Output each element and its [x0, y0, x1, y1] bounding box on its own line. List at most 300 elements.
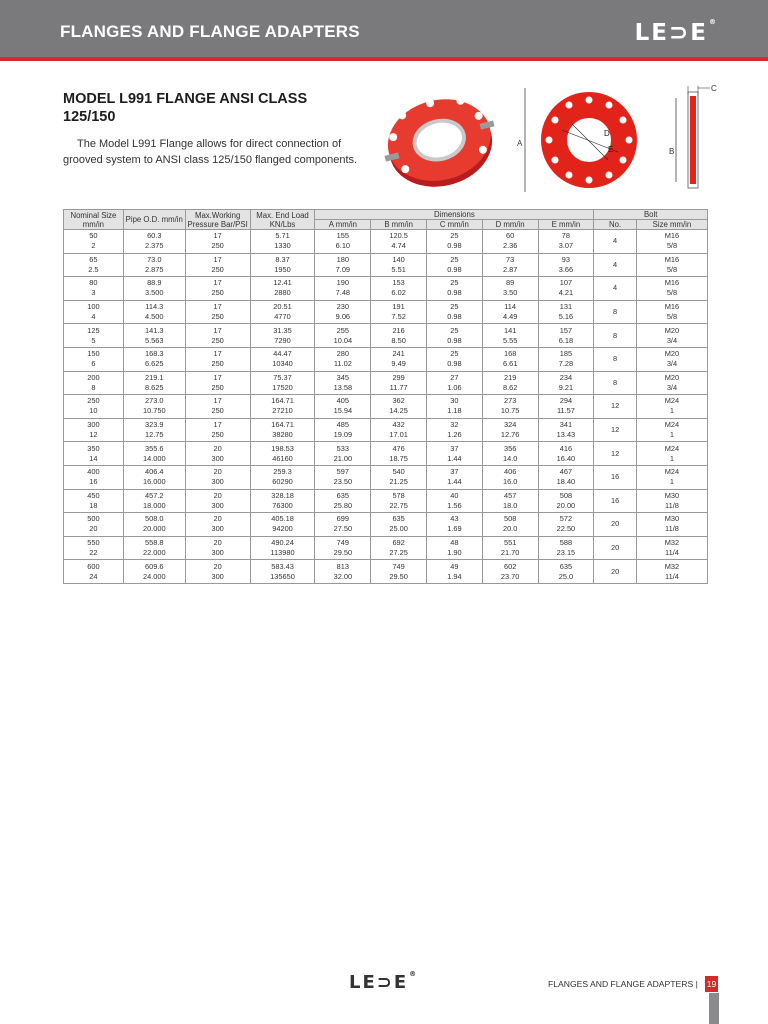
cell-line: 11/8	[665, 500, 679, 510]
cell-e	[538, 371, 594, 395]
cell-d	[482, 536, 538, 560]
cell-size	[636, 418, 707, 442]
cell-e	[538, 347, 594, 371]
cell-line: 25.00	[389, 524, 408, 534]
cell-line: 432	[392, 420, 405, 430]
cell-line: 3.66	[558, 264, 574, 274]
cell-size	[636, 277, 707, 301]
cell-line: 6.61	[502, 359, 518, 369]
cell-line: 12.76	[500, 430, 520, 440]
cell-line: 114	[504, 302, 517, 312]
col-header-b: B mm/in	[371, 220, 427, 230]
cell-line: 32	[450, 420, 459, 430]
cell-od	[123, 347, 185, 371]
cell-line: 1.90	[447, 548, 462, 558]
cell-line: 114.3	[145, 302, 164, 312]
cell-od	[123, 300, 185, 324]
cell-nominal	[64, 324, 124, 348]
cell-a	[315, 465, 371, 489]
cell-load	[250, 395, 315, 419]
cell-line: 250	[211, 382, 224, 392]
cell-line: M16	[664, 254, 680, 264]
table-row	[64, 395, 708, 419]
cell-line: 1	[669, 430, 675, 440]
cell-line: 75.37	[273, 372, 292, 382]
cell-line: 17	[213, 325, 222, 335]
cell-line: 540	[392, 467, 405, 477]
cell-line: 5.55	[502, 335, 518, 345]
cell-load	[250, 253, 315, 277]
cell-od	[123, 489, 185, 513]
cell-line: 749	[336, 538, 350, 548]
cell-no: 16	[594, 489, 637, 513]
cell-line: 3.500	[145, 288, 164, 298]
cell-line: M20	[664, 372, 680, 382]
cell-line: 9.06	[335, 312, 351, 322]
cell-line: 25.0	[558, 571, 574, 581]
cell-line: 1.44	[447, 477, 462, 487]
cell-od	[123, 395, 185, 419]
cell-line: 8.50	[391, 335, 406, 345]
cell-line: 16.40	[556, 453, 576, 463]
cell-line: 40	[450, 490, 459, 500]
cell-line: 7.28	[558, 359, 574, 369]
cell-line: 38280	[272, 430, 293, 440]
cell-od	[123, 465, 185, 489]
cell-line: 20.51	[273, 302, 292, 312]
cell-line: 490.24	[271, 538, 294, 548]
cell-d	[482, 395, 538, 419]
cell-c	[427, 253, 483, 277]
cell-line: 300	[211, 477, 224, 487]
cell-line: 25	[450, 278, 459, 288]
cell-line: 20	[213, 561, 222, 571]
cell-a	[315, 536, 371, 560]
cell-line: 14.000	[142, 453, 166, 463]
cell-line: 11.57	[556, 406, 575, 416]
cell-line: 17	[213, 278, 222, 288]
cell-line: 635	[336, 490, 350, 500]
cell-od	[123, 536, 185, 560]
cell-e	[538, 324, 594, 348]
cell-line: 500	[87, 514, 100, 524]
cell-line: 300	[211, 453, 224, 463]
cell-line: 16.000	[142, 477, 166, 487]
cell-pressure	[185, 277, 250, 301]
cell-line: 37	[450, 443, 459, 453]
cell-line: 17	[213, 231, 222, 241]
cell-line: 17	[213, 372, 222, 382]
cell-line: 0.98	[447, 312, 462, 322]
cell-load	[250, 442, 315, 466]
cell-line: 76300	[272, 500, 293, 510]
cell-b	[371, 465, 427, 489]
cell-load	[250, 371, 315, 395]
cell-a	[315, 371, 371, 395]
cell-line: 10	[89, 406, 98, 416]
cell-line: 2.5	[88, 264, 99, 274]
cell-size	[636, 465, 707, 489]
cell-line: 44.47	[273, 349, 292, 359]
cell-e	[538, 230, 594, 254]
cell-line: 341	[559, 420, 573, 430]
cell-nominal	[64, 442, 124, 466]
cell-line: 150	[87, 349, 100, 359]
cell-line: 324	[503, 420, 517, 430]
cell-line: 635	[559, 561, 573, 571]
cell-b	[371, 395, 427, 419]
cell-b	[371, 489, 427, 513]
cell-line: 1.44	[447, 453, 462, 463]
cell-line: 17	[213, 396, 222, 406]
cell-line: 49	[450, 561, 459, 571]
cell-line: 7290	[274, 335, 291, 345]
cell-line: 43	[450, 514, 459, 524]
cell-d	[482, 442, 538, 466]
footer-logo	[349, 972, 416, 993]
cell-line: 241	[392, 349, 405, 359]
cell-line: 699	[336, 514, 350, 524]
cell-line: M32	[664, 561, 680, 571]
table-row	[64, 253, 708, 277]
cell-line: 328.18	[271, 490, 294, 500]
cell-b	[371, 371, 427, 395]
cell-line: M24	[664, 443, 680, 453]
cell-line: 597	[336, 467, 350, 477]
cell-line: 5/8	[666, 241, 678, 251]
cell-size	[636, 442, 707, 466]
cell-line: 60	[506, 231, 515, 241]
cell-c	[427, 324, 483, 348]
col-header-load: Max. End Load KN/Lbs	[250, 210, 315, 230]
cell-line: 2880	[274, 288, 291, 298]
cell-c	[427, 300, 483, 324]
cell-line: 1	[669, 406, 675, 416]
cell-size	[636, 300, 707, 324]
cell-line: 600	[87, 561, 100, 571]
cell-c	[427, 347, 483, 371]
cell-od	[123, 371, 185, 395]
cell-line: 10.75	[500, 406, 520, 416]
cell-size	[636, 513, 707, 537]
cell-line: 18.75	[389, 453, 408, 463]
cell-no: 4	[594, 230, 637, 254]
cell-b	[371, 300, 427, 324]
cell-nominal	[64, 347, 124, 371]
cell-line: 250	[211, 430, 224, 440]
cell-od	[123, 513, 185, 537]
cell-line: 550	[87, 538, 100, 548]
col-header-d: D mm/in	[482, 220, 538, 230]
col-header-pressure: Max.Working Pressure Bar/PSI	[185, 210, 250, 230]
cell-line: 5/8	[666, 312, 678, 322]
cell-nominal	[64, 536, 124, 560]
cell-line: 1	[669, 477, 675, 487]
cell-line: 17.01	[389, 430, 408, 440]
cell-line: 8	[91, 382, 96, 392]
cell-line: 299	[392, 372, 405, 382]
cell-e	[538, 395, 594, 419]
cell-line: 300	[211, 571, 224, 581]
cell-line: 405.18	[271, 514, 294, 524]
cell-line: 250	[211, 312, 224, 322]
cell-line: 583.43	[271, 561, 294, 571]
cell-d	[482, 300, 538, 324]
cell-load	[250, 230, 315, 254]
cell-line: 17	[213, 302, 222, 312]
cell-line: 273.0	[145, 396, 164, 406]
cell-line: 508	[559, 490, 573, 500]
cell-no: 12	[594, 418, 637, 442]
cell-b	[371, 536, 427, 560]
model-title: MODEL L991 FLANGE ANSI CLASS 125/150	[63, 91, 308, 125]
cell-load	[250, 560, 315, 584]
cell-size	[636, 371, 707, 395]
cell-line: 20.0	[502, 524, 518, 534]
cell-pressure	[185, 489, 250, 513]
cell-load	[250, 418, 315, 442]
cell-line: 22.50	[556, 524, 576, 534]
cell-line: 46160	[272, 453, 293, 463]
cell-e	[538, 489, 594, 513]
table-row	[64, 300, 708, 324]
cell-line: M20	[664, 325, 680, 335]
cell-line: 300	[211, 548, 224, 558]
cell-line: 416	[559, 443, 573, 453]
cell-line: 24	[89, 571, 98, 581]
cell-line: 25	[450, 231, 459, 241]
cell-a	[315, 489, 371, 513]
cell-a	[315, 300, 371, 324]
cell-line: 50	[89, 231, 98, 241]
cell-line: 749	[392, 561, 405, 571]
cell-line: 17	[213, 349, 222, 359]
cell-line: 22.000	[142, 548, 166, 558]
cell-line: 200	[87, 372, 100, 382]
cell-line: 467	[559, 467, 573, 477]
cell-line: 7.48	[335, 288, 351, 298]
cell-line: 350	[87, 443, 100, 453]
footer-section-title: FLANGES AND FLANGE ADAPTERS |	[548, 979, 698, 989]
cell-line: 25	[450, 349, 459, 359]
cell-line: 5/8	[666, 288, 678, 298]
cell-line: 406.4	[145, 467, 164, 477]
cell-no: 8	[594, 347, 637, 371]
cell-d	[482, 347, 538, 371]
cell-line: 164.71	[271, 396, 294, 406]
cell-line: 27	[450, 372, 459, 382]
cell-size	[636, 560, 707, 584]
cell-line: 250	[211, 288, 224, 298]
cell-line: 300	[211, 524, 224, 534]
cell-line: 140	[392, 254, 405, 264]
cell-line: M16	[664, 278, 680, 288]
cell-line: 1.94	[447, 571, 462, 581]
cell-line: 2	[91, 241, 96, 251]
cell-size	[636, 230, 707, 254]
cell-line: 323.9	[145, 420, 164, 430]
cell-pressure	[185, 560, 250, 584]
col-header-bolt: Bolt	[594, 210, 708, 220]
cell-line: 20	[89, 524, 98, 534]
cell-line: 13.43	[556, 430, 576, 440]
cell-line: 12.41	[273, 278, 292, 288]
table-row	[64, 442, 708, 466]
cell-line: 6	[91, 359, 96, 369]
cell-line: 30	[450, 396, 459, 406]
cell-line: 27210	[272, 406, 293, 416]
cell-b	[371, 560, 427, 584]
cell-load	[250, 465, 315, 489]
cell-line: 4.500	[145, 312, 164, 322]
cell-line: 294	[559, 396, 573, 406]
header-title: FLANGES AND FLANGE ADAPTERS	[60, 22, 360, 41]
cell-line: 4.49	[502, 312, 518, 322]
col-header-no: No.	[594, 220, 637, 230]
cell-d	[482, 560, 538, 584]
table-row	[64, 513, 708, 537]
cell-pressure	[185, 324, 250, 348]
footer-registered-mark: ®	[409, 970, 417, 978]
cell-line: M24	[664, 396, 680, 406]
cell-line: 125	[87, 325, 100, 335]
cell-od	[123, 560, 185, 584]
cell-b	[371, 253, 427, 277]
cell-line: 80	[89, 278, 98, 288]
cell-no: 16	[594, 465, 637, 489]
cell-line: 22.75	[389, 500, 408, 510]
cell-line: 0.98	[447, 335, 462, 345]
cell-no: 8	[594, 300, 637, 324]
cell-line: 230	[336, 302, 350, 312]
cell-e	[538, 277, 594, 301]
cell-a	[315, 277, 371, 301]
dim-label-e: E	[608, 145, 614, 154]
cell-c	[427, 536, 483, 560]
cell-od	[123, 442, 185, 466]
cell-nominal	[64, 277, 124, 301]
cell-line: 250	[211, 241, 224, 251]
cell-a	[315, 418, 371, 442]
cell-d	[482, 324, 538, 348]
cell-line: 94200	[272, 524, 293, 534]
cell-no: 20	[594, 536, 637, 560]
cell-line: 153	[392, 278, 405, 288]
cell-line: 1950	[274, 264, 291, 274]
page-number: 19	[705, 976, 718, 992]
cell-d	[482, 371, 538, 395]
table-row	[64, 230, 708, 254]
cell-line: 7.09	[335, 264, 351, 274]
cell-line: 635	[392, 514, 405, 524]
cell-load	[250, 324, 315, 348]
cell-no: 12	[594, 395, 637, 419]
cell-line: 9.49	[391, 359, 406, 369]
cell-no: 8	[594, 324, 637, 348]
cell-line: 19.09	[333, 430, 353, 440]
cell-c	[427, 513, 483, 537]
table-row	[64, 465, 708, 489]
col-header-size: Size mm/in	[636, 220, 707, 230]
table-row	[64, 324, 708, 348]
dim-label-b: B	[669, 147, 675, 156]
table-row	[64, 277, 708, 301]
cell-line: 21.00	[333, 453, 353, 463]
cell-d	[482, 489, 538, 513]
cell-line: 3	[91, 288, 96, 298]
cell-line: 405	[336, 396, 350, 406]
cell-line: 692	[392, 538, 405, 548]
cell-line: 120.5	[389, 231, 408, 241]
table-row	[64, 536, 708, 560]
cell-line: 457.2	[145, 490, 164, 500]
cell-pressure	[185, 347, 250, 371]
cell-line: 508	[503, 514, 517, 524]
cell-e	[538, 465, 594, 489]
cell-line: 24.000	[142, 571, 166, 581]
cell-line: 11.77	[389, 382, 408, 392]
cell-d	[482, 465, 538, 489]
cell-line: 168.3	[145, 349, 164, 359]
registered-mark: ®	[709, 18, 716, 26]
cell-line: 3.07	[558, 241, 574, 251]
cell-line: 5.563	[145, 335, 164, 345]
cell-line: 476	[392, 443, 405, 453]
cell-line: 1.56	[447, 500, 462, 510]
cell-line: 25	[450, 254, 459, 264]
cell-line: M16	[664, 231, 680, 241]
cell-line: 23.50	[333, 477, 353, 487]
cell-line: 17520	[272, 382, 293, 392]
cell-line: 141	[503, 325, 517, 335]
cell-line: 234	[559, 372, 573, 382]
cell-line: 135650	[270, 571, 295, 581]
cell-line: 60290	[272, 477, 293, 487]
cell-pressure	[185, 253, 250, 277]
cell-line: 813	[336, 561, 350, 571]
cell-nominal	[64, 230, 124, 254]
cell-line: 533	[336, 443, 350, 453]
cell-line: 250	[87, 396, 100, 406]
cell-c	[427, 418, 483, 442]
cell-a	[315, 347, 371, 371]
cell-line: 0.98	[447, 359, 462, 369]
cell-e	[538, 418, 594, 442]
cell-line: 602	[503, 561, 517, 571]
cell-line: 11.02	[333, 359, 352, 369]
cell-line: 10340	[272, 359, 293, 369]
cell-line: 578	[392, 490, 405, 500]
dim-label-d: D	[604, 129, 610, 138]
cell-a	[315, 560, 371, 584]
cell-nominal	[64, 560, 124, 584]
cell-line: 3.50	[502, 288, 518, 298]
cell-line: 107	[559, 278, 573, 288]
cell-line: 259.3	[273, 467, 292, 477]
cell-line: 60.3	[147, 231, 162, 241]
cell-line: 0.98	[447, 241, 462, 251]
cell-line: M32	[664, 538, 680, 548]
cell-size	[636, 347, 707, 371]
cell-load	[250, 513, 315, 537]
cell-e	[538, 442, 594, 466]
cell-line: 216	[392, 325, 405, 335]
flange-spec-table	[63, 209, 708, 584]
cell-a	[315, 442, 371, 466]
dim-label-a: A	[517, 139, 523, 148]
cell-line: 12	[89, 430, 98, 440]
col-header-a: A mm/in	[315, 220, 371, 230]
